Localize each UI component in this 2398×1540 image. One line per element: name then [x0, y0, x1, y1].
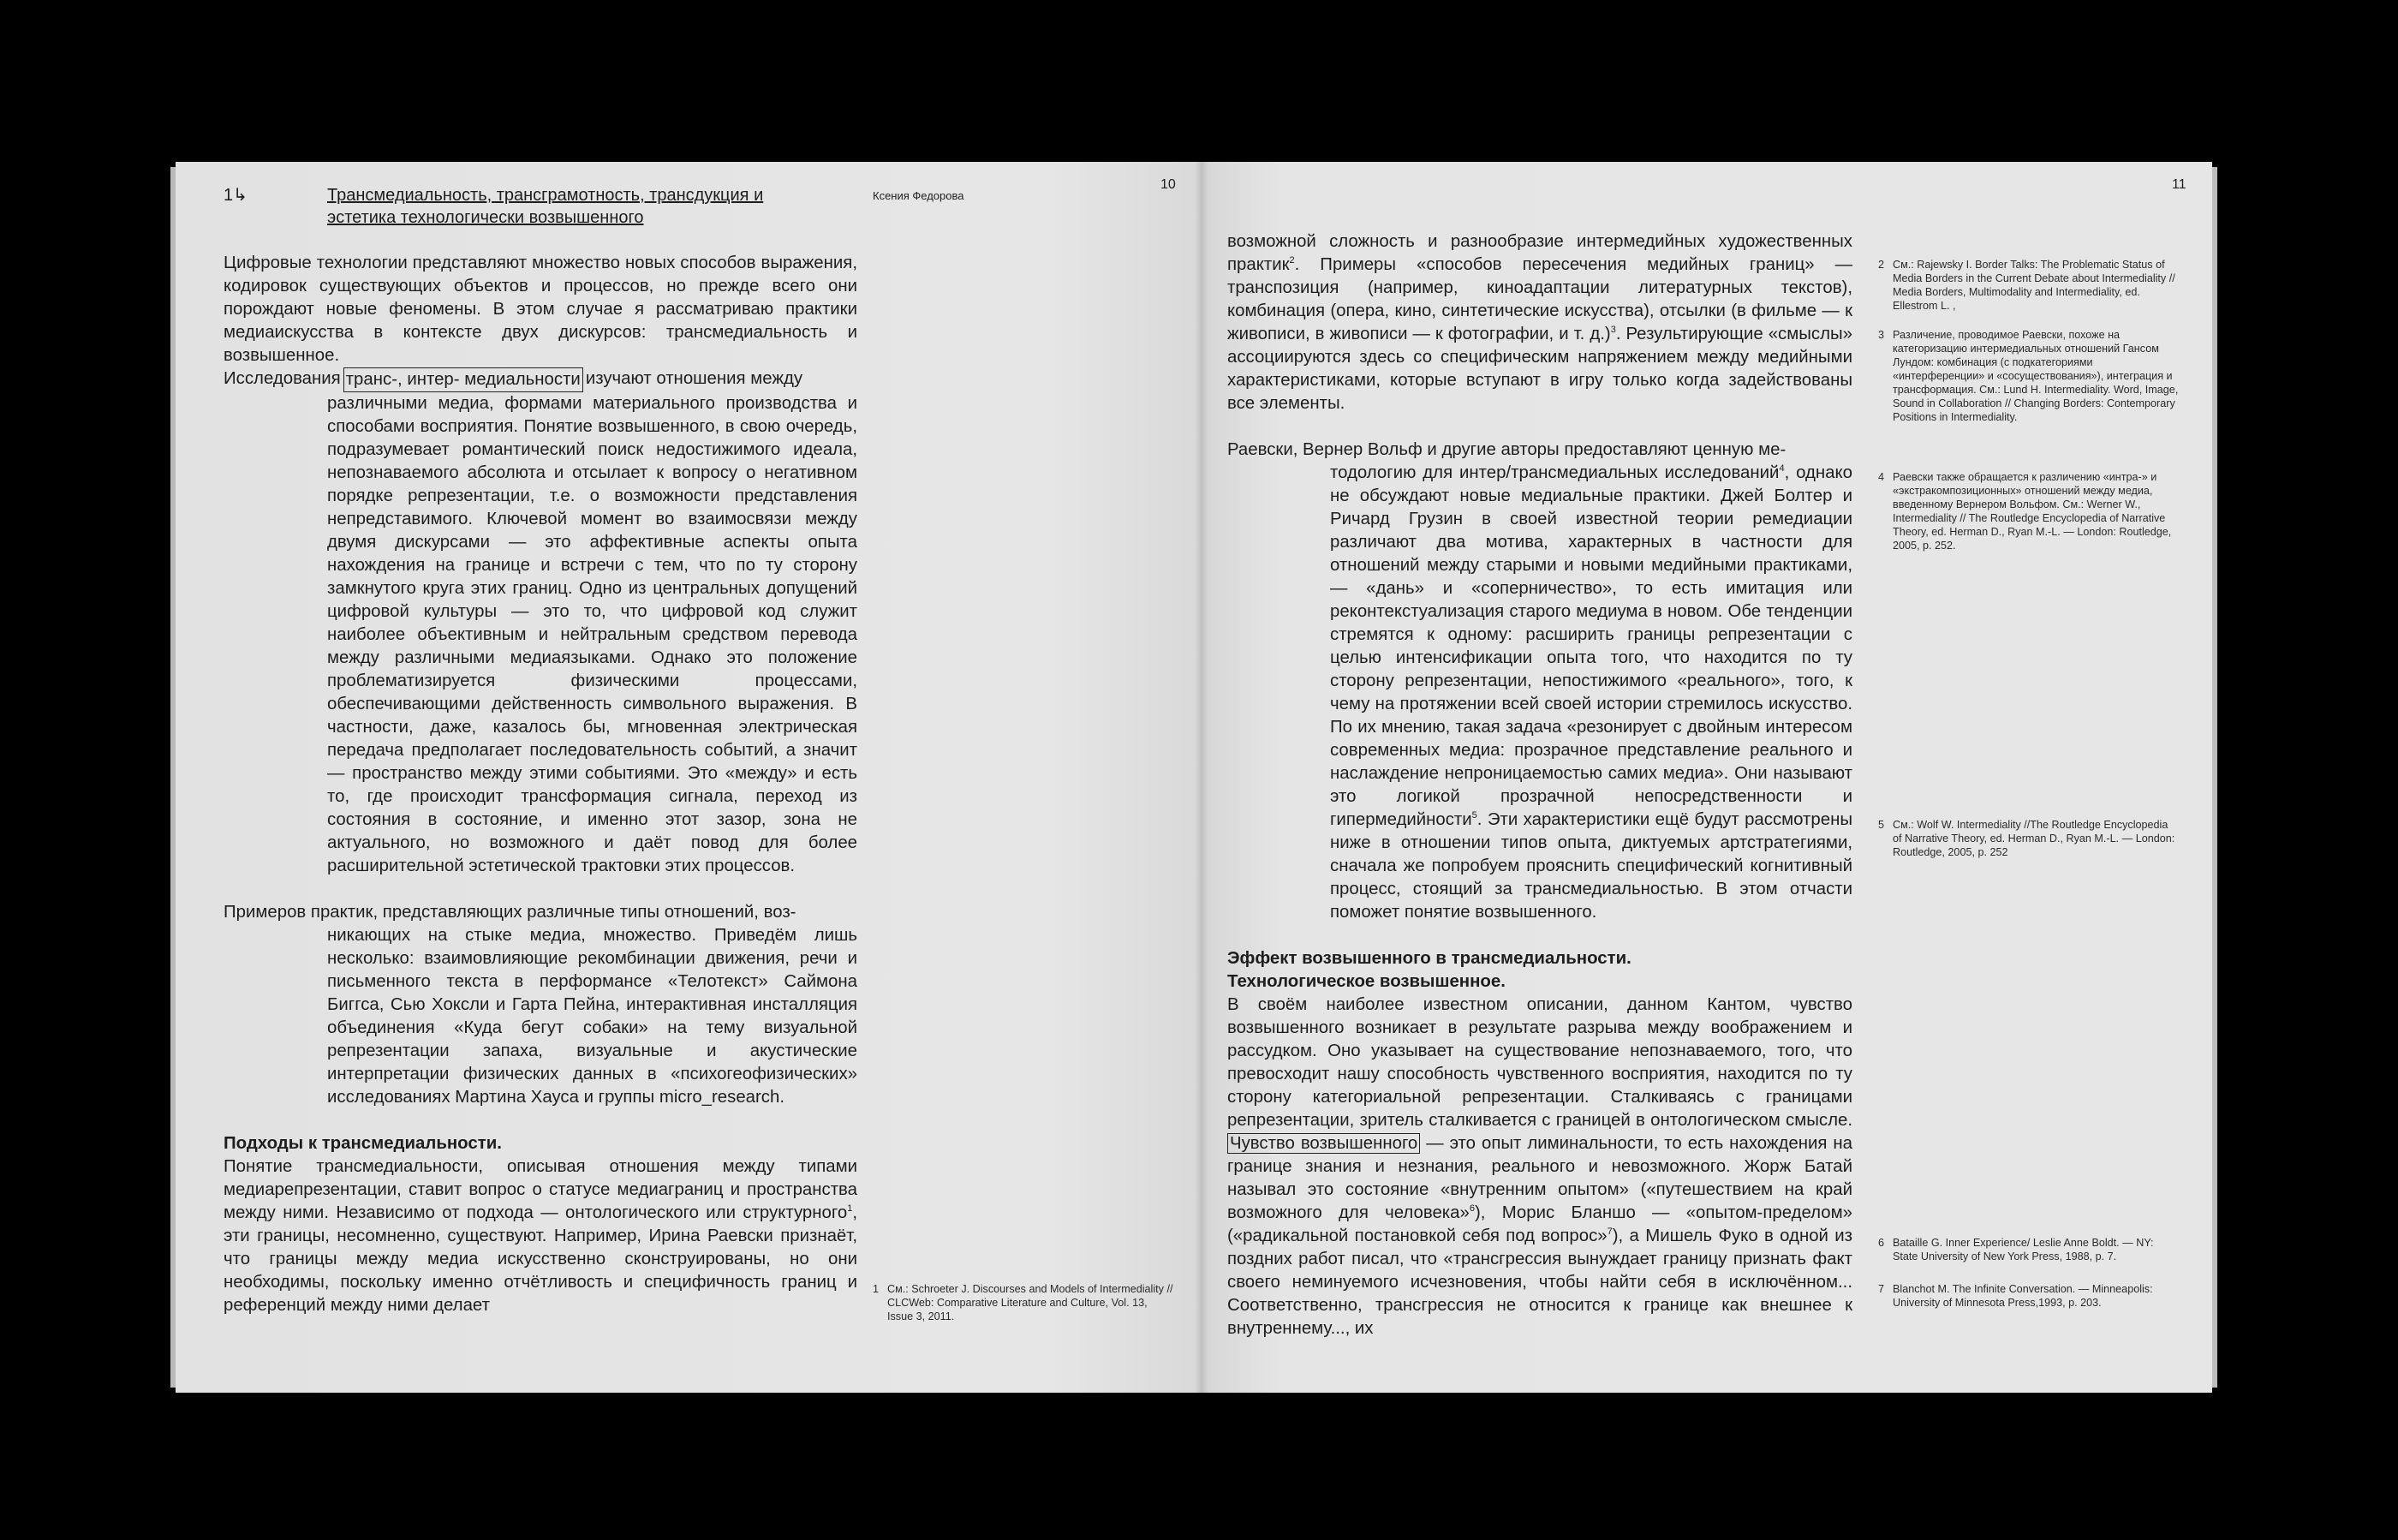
continuation-text-a: возможной сложность и разнообразие интермедийных художественных практик [1227, 232, 1852, 274]
paragraph-examples: никающих на стыке медиа, множество. Приведём лишь несколько: взаимовлияющие рекомбинации движения, речи и письменного текста в перформансе «Телотекст» Саймона Биггса, Сью Хоксли и Гарта Пейна, интерактивная инсталляция объединения «Куда бегут собаки» на тему визуальной репрезентации запаха, визуальные и акустические интерпретации физических данных в «психогеофизических» исследованиях Мартина Хауса и группы micro_research. [327, 926, 857, 1107]
footnote-ref-5: 5 [1471, 810, 1477, 821]
footnote-text: Раевски также обращается к различению «интра-» и «экстракомпозиционных» отношений между медиа, введенному Вернером Вольфом. См.: Werner W., Intermediality // The Routledge Encyclopedia of Narrative Theory, ed. Herman D., Ryan M.-L. — London: Routledge, 2005, p. 252. [1893, 471, 2172, 552]
right-page [1201, 162, 2212, 1393]
footnote-1 [873, 1282, 1176, 1323]
boxed-term-trans-inter: транс-, интер- медиальности [343, 367, 583, 392]
footnote-text: См.: Schroeter J. Discourses and Models of Intermediality // CLCWeb: Comparative Literature and Culture, Vol. 13, Issue 3, 2011. [887, 1283, 1173, 1322]
footnote-ref-1: 1 [847, 1203, 853, 1215]
continuation-text-c: . Результирующие «смыслы» ассоциируются здесь со специфическим напряжением между медийными характеристиками, которые вступают в игру только когда задействованы все элементы. [1227, 325, 1852, 413]
footnote-number: 4 [1878, 471, 1885, 483]
paragraph-approaches [224, 1155, 857, 1317]
footnote-ref-2: 2 [1289, 255, 1295, 266]
footnote-3 [1878, 328, 2180, 424]
footnote-6 [1878, 1236, 2180, 1263]
raevski-text-b: , однако не обсуждают новые медиальные практики. Джей Болтер и Ричард Грузин в своей известной теории ремедиации различают два мотива, характерных в частности для отношений между старыми и новыми медийными практиками, — «дань» и «соперничество», то есть имитация или реконтекстуализация старого медиума в новом. Обе тенденции стремятся к одному: расширить границы репрезентации с целью интенсификации опыта того, что находится по ту сторону репрезентации, непостижимого «реального», того, к чему на протяжении всей своей истории стремилось искусство. По их мнению, такая задача «резонирует с двойным интересом современных медиа: прозрачное представление реального и наслаждение непроницаемостью самих медиа». Они называют это логикой прозрачной непосредственности и гипермедийности [1330, 463, 1852, 829]
paragraph-examples-lead: Примеров практик, представляющих различные типы отношений, воз- [224, 903, 796, 922]
paragraph-intro: Цифровые технологии представляют множество новых способов выражения, кодировок существующих объектов и процессов, но прежде всего они порождают новые феномены. В этом случае я рассматриваю практики медиаискусства в контексте двух дискурсов: трансмедиальность и возвышенное. [224, 254, 857, 365]
footnote-number: 6 [1878, 1237, 1885, 1249]
footnote-ref-7: 7 [1607, 1227, 1613, 1238]
paragraph-research-lead [224, 367, 857, 392]
footnote-ref-6: 6 [1469, 1203, 1475, 1215]
footnote-ref-3: 3 [1610, 325, 1616, 336]
heading-tech-sublime: Технологическое возвышенное. [1227, 972, 1506, 991]
section-label: 1↳ [224, 186, 248, 205]
footnote-text: См.: Wolf W. Intermediality //The Routledge Encyclopedia of Narrative Theory, ed. Herman D., Ryan M.-L. — London: Routledge, 2005, p. 252 [1893, 819, 2175, 858]
heading-sublime-effect: Эффект возвышенного в трансмедиальности. [1227, 949, 1631, 968]
paragraph-raevski [1330, 462, 1852, 924]
paragraph-raevski-lead: Раевски, Вернер Вольф и другие авторы предоставляют ценную ме- [1227, 440, 1787, 459]
footnote-text: См.: Rajewsky I. Border Talks: The Problematic Status of Media Borders in the Current Debate about Intermediality // Media Borders, Multimodality and Intermediality, ed. Ellestrom L. , [1893, 259, 2175, 312]
raevski-text-a: тодологию для интер/трансмедиальных исследований [1330, 463, 1780, 482]
right-text-column [1227, 230, 1852, 1340]
author-name: Ксения Федорова [873, 189, 964, 202]
left-text-column [224, 252, 857, 1317]
paragraph-continuation [1227, 230, 1852, 415]
footnote-number: 5 [1878, 819, 1885, 831]
kant-text-a: В своём наиболее известном описании, данном Кантом, чувство возвышенного возникает в результате разрыва между воображением и рассудком. Оно указывает на существование непознаваемого, того, что превосходит нашу способность чувственного восприятия, находится по ту сторону категориальной репрезентации. Сталкиваясь с границами репрезентации, зритель сталкивается с границей в онтологическом смысле. [1227, 995, 1852, 1130]
footnote-number: 3 [1878, 329, 1885, 341]
kant-text-b: — это опыт лиминальности, то есть нахождения на границе знания и незнания, реального и невозможного. Жорж Батай называл это состояние «внутренним опытом» («путешествием на край возможного для человека» [1227, 1134, 1852, 1222]
footnote-number: 7 [1878, 1283, 1885, 1295]
approaches-text-b: , эти границы, несомненно, существуют. Например, Ирина Раевски признаёт, что границы между медиа искусственно сконструированы, но они необходимы, поскольку именно отчётливость и специфичность границ и референций между ними делает [224, 1203, 857, 1315]
left-page [176, 162, 1201, 1393]
research-lead-after: изучают отношения между [585, 369, 803, 388]
boxed-term-sublime-feeling: Чувство возвышенного [1227, 1133, 1420, 1154]
paragraph-kant [1227, 994, 1852, 1340]
approaches-text-a: Понятие трансмедиальности, описывая отношения между типами медиарепрезентации, ставит вопрос о статусе медиаграниц и пространства между ними. Независимо от подхода — онтологического или структурного [224, 1157, 857, 1222]
heading-approaches: Подходы к трансмедиальности. [224, 1134, 502, 1153]
footnote-4 [1878, 470, 2180, 552]
footnote-5 [1878, 818, 2180, 859]
page-number-left: 10 [1160, 177, 1176, 192]
page-number-right: 11 [2172, 177, 2186, 192]
footnote-text: Различение, проводимое Раевски, похоже на категоризацию интермедиальных отношений Гансом Лундом: комбинация (с подкатегориями «интерференции» и «сосуществования»), интеграция и трансформация. См.: Lund H. Intermediality. Word, Image, Sound in Collaboration // Changing Borders: Contemporary Positions in Intermediality. [1893, 329, 2179, 423]
footnote-number: 2 [1878, 259, 1885, 271]
paragraph-research: различными медиа, формами материального производства и способами восприятия. Понятие возвышенного, в свою очередь, подразумевает романтический поиск недостижимого идеала, непознаваемого абсолюта и отсылает к вопросу о негативном порядке репрезентации, т.е. о возможности представления непредставимого. Ключевой момент во взаимосвязи между двумя дискурсами — это аффективные аспекты опыта нахождения на границе и встречи с тем, что по ту сторону замкнутого круга этих границ. Одно из центральных допущений цифровой культуры — это то, что цифровой код служит наиболее объективным и нейтральным средством перевода между различными медиаязыками. Однако это положение проблематизируется физическими процессами, обеспечивающими действенность символьного выражения. В частности, даже, казалось бы, мгновенная электрическая передача предполагает последовательность событий, а значит — пространство между этими событиями. Это «между» и есть то, где происходит трансформация сигнала, переход из состояния в состояние, и именно этот зазор, зона не актуального, но возможного и даёт повод для более расширительной эстетической трактовки этих процессов. [327, 394, 857, 875]
kant-text-d: ), а Мишель Фуко в одной из поздних работ писал, что «трансгрессия вынуждает границу признать факт своего неминуемого исчезновения, чтобы найти себя в исключённом... Соответственно, трансгрессия не относится к границе как внешнее к внутреннему..., их [1227, 1227, 1853, 1338]
footnote-number: 1 [873, 1283, 880, 1295]
raevski-text-c: . Эти характеристики ещё будут рассмотрены ниже в отношении типов опыта, диктуемых артстратегиями, сначала же попробуем прояснить специфический когнитивный процесс, стоящий за трансмедиальностью. В этом отчасти поможет понятие возвышенного. [1330, 810, 1852, 922]
footnote-2 [1878, 258, 2180, 313]
book-gutter [1195, 162, 1208, 1393]
footnote-7 [1878, 1282, 2180, 1310]
research-lead-word: Исследования [224, 369, 341, 388]
continuation-text-b: . Примеры «способов пересечения медийных границ» — транспозиция (например, киноадаптации литературных текстов), комбинация (опера, кино, синтетические искусства), отсылки (в фильме — к живописи, в живописи — к фотографии, и т. д.) [1227, 255, 1852, 343]
footnote-ref-4: 4 [1779, 463, 1785, 475]
running-title: Трансмедиальность, трансграмотность, трансдукция и эстетика технологически возвышенного [327, 186, 764, 227]
kant-text-c: ), Морис Бланшо — «опытом-пределом» («радикальной постановкой себя под вопрос» [1227, 1203, 1852, 1245]
book-spread [176, 162, 2212, 1393]
footnote-text: Blanchot M. The Infinite Conversation. — Minneapolis: University of Minnesota Press,1993, p. 203. [1893, 1283, 2153, 1309]
footnote-text: Bataille G. Inner Experience/ Leslie Anne Boldt. — NY: State University of New York Press, 1988, p. 7. [1893, 1237, 2154, 1262]
